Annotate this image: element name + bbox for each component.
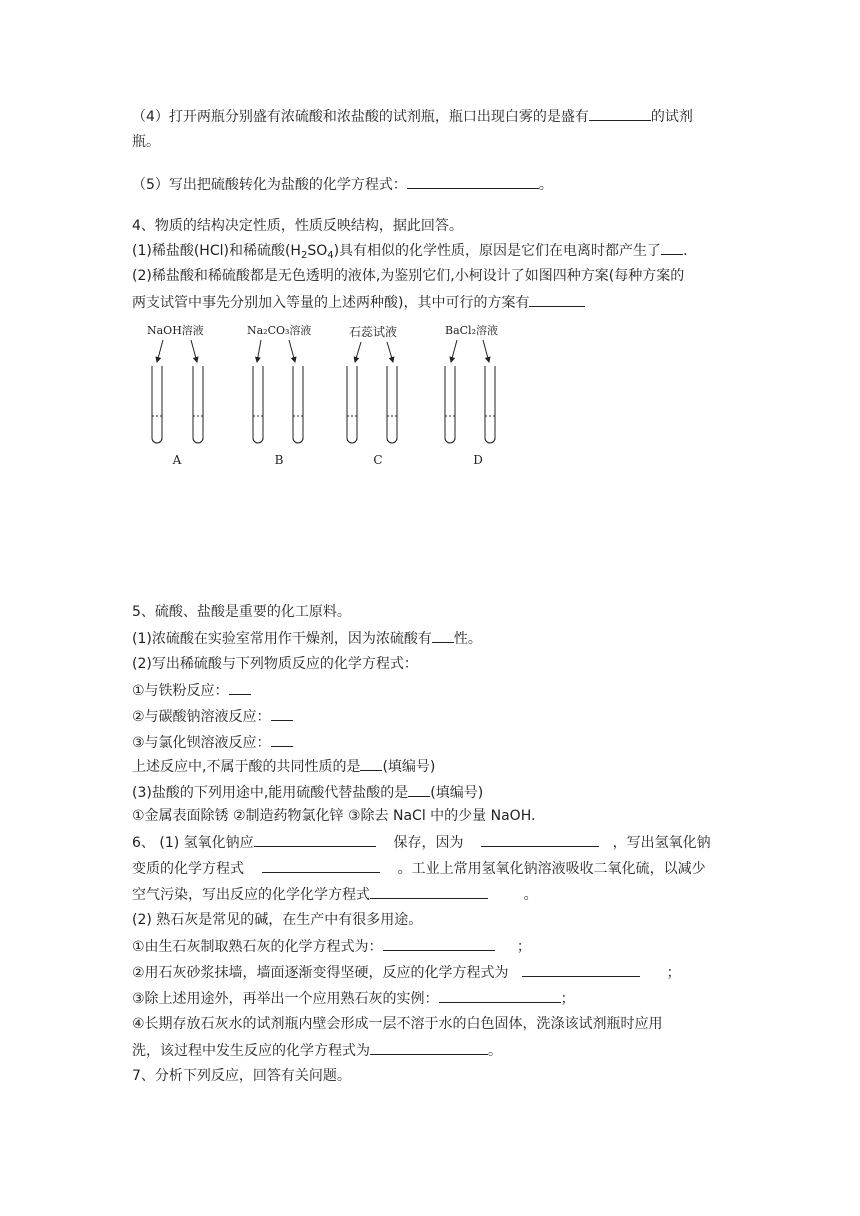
q6-s1 (132, 936, 531, 957)
q6-text: ②用石灰砂浆抹墙，墙面逐渐变得坚硬，反应的化学方程式为 (132, 965, 509, 981)
answer-blank[interactable] (407, 174, 539, 189)
q6-text: ①由生石灰制取熟石灰的化学方程式为： (132, 939, 383, 955)
q6-text: ； (516, 939, 531, 955)
q5-r1 (132, 680, 251, 701)
q5-p1-text: (1)浓硫酸在实验室常用作干燥剂，因为浓硫酸有 (132, 631, 432, 647)
q5-p4 (132, 782, 483, 803)
q4-p1-text: (1)稀盐酸(HCl)和稀硫酸(H (132, 243, 301, 259)
q5-p3-end: (填编号) (382, 759, 436, 775)
scheme-b (247, 323, 311, 467)
answer-blank[interactable] (229, 680, 251, 695)
q4-p2-line1: (2)稀盐酸和稀硫酸都是无色透明的液体,为鉴别它们,小柯设计了如图四种方案(每种方案的 (132, 268, 685, 284)
answer-blank[interactable] (262, 858, 380, 873)
q6-line2 (132, 858, 706, 879)
q6-text: 保存，因为 (393, 835, 464, 851)
q4-p1-end: . (683, 243, 688, 259)
q3-p4-text: （4）打开两瓶分别盛有浓硫酸和浓盐酸的试剂瓶，瓶口出现白雾的是盛有 (132, 109, 589, 125)
reagent-label-d: BaCl₂溶液 (445, 324, 498, 337)
test-tube-figure (135, 318, 515, 478)
answer-blank[interactable] (383, 936, 495, 951)
answer-blank[interactable] (522, 962, 640, 977)
q5-r3 (132, 732, 293, 753)
subscript: 4 (327, 250, 334, 261)
q5-uses: ①金属表面除锈 ②制造药物氯化锌 ③除去 NaCl 中的少量 NaOH. (132, 808, 536, 824)
scheme-a (147, 323, 204, 467)
answer-blank[interactable] (271, 732, 293, 747)
test-tube (253, 366, 263, 443)
q6-s3 (132, 988, 575, 1009)
q6-text: 。 (523, 887, 538, 903)
q3-p5-text: （5）写出把硫酸转化为盐酸的化学方程式： (132, 177, 407, 193)
q4-p1 (132, 240, 688, 261)
test-tube (445, 366, 455, 443)
scheme-label-c: C (373, 453, 383, 467)
q5-r2-text: ②与碳酸钠溶液反应： (132, 709, 271, 725)
q4-p2-text: 两支试管中事先分别加入等量的上述两种酸)，其中可行的方案有 (132, 295, 530, 311)
scheme-label-d: D (473, 453, 483, 467)
q6-text: 洗，该过程中发生反应的化学方程式为 (132, 1043, 370, 1059)
q3-p5-end: 。 (538, 177, 553, 193)
q6-s4-line1: ④长期存放石灰水的试剂瓶内壁会形成一层不溶于水的白色固体，洗涤该试剂瓶时应用 (132, 1016, 663, 1032)
q6-text: 。工业上常用氢氧化钠溶液吸收二氧化硫，以减少 (397, 861, 706, 877)
q6-text: ，写出氢氧化钠 (612, 835, 711, 851)
answer-blank[interactable] (370, 884, 488, 899)
q6-text: ； (666, 965, 681, 981)
q6-p2: (2) 熟石灰是常见的碱，在生产中有很多用途。 (132, 912, 423, 928)
scheme-d (445, 323, 498, 467)
q3-p4-line1 (132, 106, 693, 127)
q6-text: 变质的化学方程式 (132, 861, 244, 877)
q3-p4-text-wrap: 瓶。 (132, 134, 160, 150)
q5-r3-text: ③与氯化钡溶液反应： (132, 735, 271, 751)
subscript: 2 (300, 250, 308, 261)
q6-text: ③除上述用途外，再举出一个应用熟石灰的实例： (132, 991, 439, 1007)
q4-p1-text: )具有相似的化学性质，原因是它们在电离时都产生了 (333, 243, 662, 259)
q6-text: ； (560, 991, 575, 1007)
q5-p2: (2)写出稀硫酸与下列物质反应的化学方程式： (132, 656, 418, 672)
q6-text: 6、 (1) 氢氧化钠应 (132, 835, 254, 851)
scheme-c (347, 324, 397, 467)
test-tube (152, 366, 162, 443)
q5-p3-text: 上述反应中,不属于酸的共同性质的是 (132, 759, 361, 775)
q6-text: 空气污染，写出反应的化学化学方程式 (132, 887, 370, 903)
answer-blank[interactable] (370, 1040, 488, 1055)
q6-line1 (132, 832, 711, 853)
test-tube (193, 366, 203, 443)
answer-blank[interactable] (360, 756, 382, 771)
q4-p1-text: SO (307, 243, 328, 259)
test-tube (485, 366, 495, 443)
reagent-label-a: NaOH溶液 (147, 324, 204, 337)
q3-p5 (132, 174, 553, 195)
reagent-label-c: 石蕊试液 (349, 325, 398, 339)
q6-text: 。 (488, 1043, 502, 1059)
q7-title: 7、分析下列反应，回答有关问题。 (132, 1068, 351, 1084)
q5-p1 (132, 628, 482, 649)
reagent-label-b: Na₂CO₃溶液 (247, 324, 312, 337)
q5-p1-end: 性。 (453, 631, 482, 647)
q4-title: 4、物质的结构决定性质，性质反映结构，据此回答。 (132, 218, 463, 234)
q5-r1-text: ①与铁粉反应： (132, 683, 229, 699)
answer-blank[interactable] (481, 832, 599, 847)
answer-blank[interactable] (432, 628, 454, 643)
q5-p3 (132, 756, 435, 777)
q5-title: 5、硫酸、盐酸是重要的化工原料。 (132, 604, 351, 620)
test-tube (293, 366, 303, 443)
q4-p2-line2 (132, 292, 585, 313)
answer-blank[interactable] (529, 292, 585, 307)
q6-line3 (132, 884, 538, 905)
answer-blank[interactable] (661, 240, 683, 255)
test-tube (347, 366, 357, 443)
answer-blank[interactable] (271, 706, 293, 721)
q6-s4-line2 (132, 1040, 502, 1061)
answer-blank[interactable] (408, 782, 430, 797)
q3-p4-text-end: 的试剂 (650, 109, 693, 125)
scheme-label-b: B (274, 453, 284, 467)
answer-blank[interactable] (589, 106, 651, 121)
q5-r2 (132, 706, 293, 727)
q3-p4-line2 (132, 132, 160, 152)
answer-blank[interactable] (439, 988, 561, 1003)
q6-s2 (132, 962, 681, 983)
q5-p4-text: (3)盐酸的下列用途中,能用硫酸代替盐酸的是 (132, 785, 409, 801)
q5-p4-end: (填编号) (430, 785, 484, 801)
test-tube (387, 366, 397, 443)
answer-blank[interactable] (254, 832, 376, 847)
scheme-label-a: A (172, 453, 182, 467)
